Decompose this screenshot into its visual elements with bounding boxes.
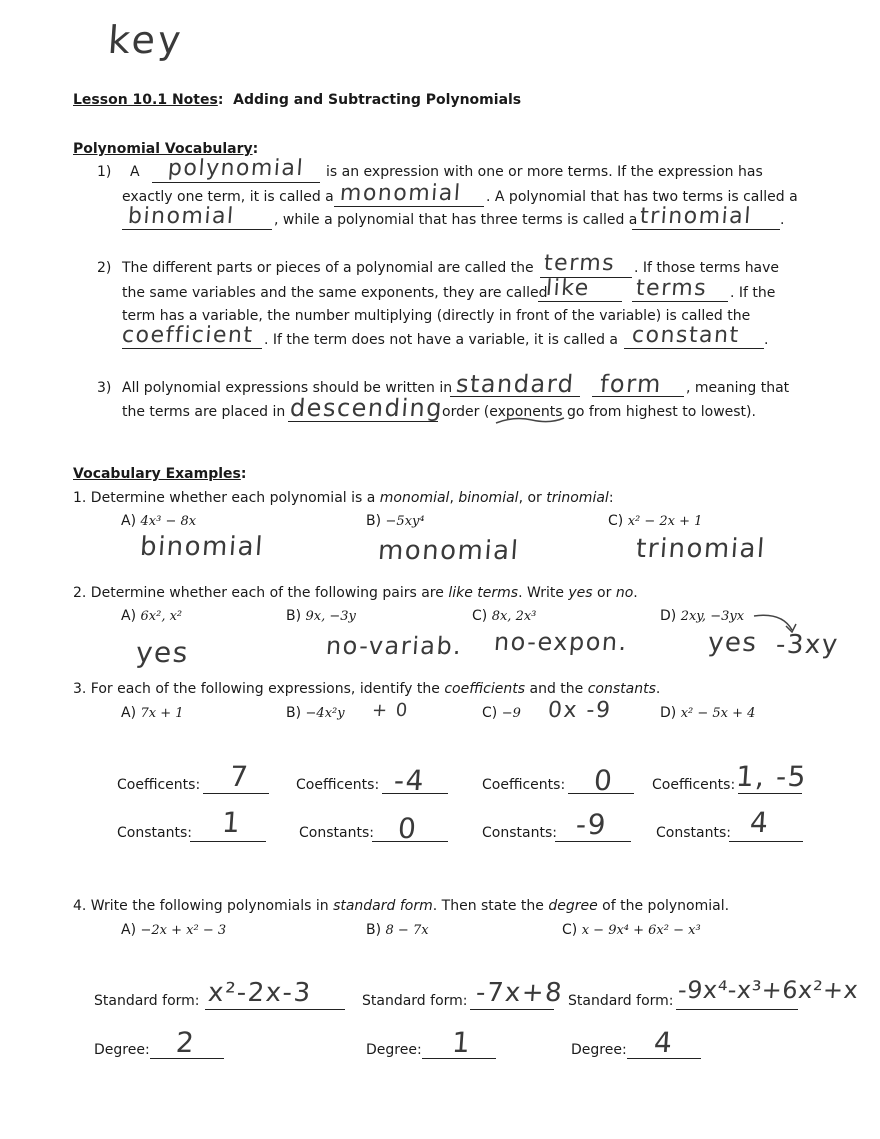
ex3-coef-blank-d <box>738 793 802 794</box>
q3-answer-descending: descending <box>289 394 445 422</box>
ex1-item-a: A) 4x³ − 8x <box>121 513 197 529</box>
ex4-sf-answer-c: -9x⁴-x³+6x²+x <box>677 976 860 1004</box>
q2-text-4a: . If the term does not have a variable, it is called a <box>264 332 618 348</box>
ex2-arrow <box>752 610 800 636</box>
q1-answer-trinomial: trinomial <box>639 204 753 229</box>
ex3-extra-b: + 0 <box>371 700 410 721</box>
q2-number: 2) <box>97 260 112 276</box>
ex4-sf-blank-b <box>470 1009 554 1010</box>
ex1-item-c: C) x² − 2x + 1 <box>608 513 703 529</box>
q2-blank-4 <box>122 348 262 349</box>
ex4-sf-label-a: Standard form: <box>94 993 200 1009</box>
q2-text-2a: the same variables and the same exponents, they are called <box>122 285 548 301</box>
q2-answer-terms-2: terms <box>635 276 709 301</box>
ex4-item-a: A) −2x + x² − 3 <box>121 922 227 938</box>
q3-text-2a: the terms are placed in <box>122 404 286 420</box>
examples-heading: Vocabulary Examples: <box>73 466 247 482</box>
ex3-const-label-c: Constants: <box>482 825 557 841</box>
ex4-prompt: 4. Write the following polynomials in standard form. Then state the degree of the polynomial. <box>73 898 730 914</box>
ex2-item-a: A) 6x², x² <box>121 608 183 624</box>
ex3-const-label-a: Constants: <box>117 825 192 841</box>
ex2-item-b: B) 9x, −3y <box>286 608 356 624</box>
ex3-item-c: C) −9 <box>482 705 521 721</box>
q2-text-2b: . If the <box>730 285 776 301</box>
q3-answer-standard: standard <box>455 370 576 398</box>
ex4-deg-label-b: Degree: <box>366 1042 422 1058</box>
q2-answer-like: like <box>545 276 591 301</box>
lesson-subtitle: Adding and Subtracting Polynomials <box>233 92 522 108</box>
handwritten-key: key <box>106 18 186 62</box>
q2-text-3: term has a variable, the number multiplying (directly in front of the variable) is called the <box>122 308 751 324</box>
ex4-sf-label-c: Standard form: <box>568 993 674 1009</box>
q1-text-2a: exactly one term, it is called a <box>122 189 334 205</box>
q2-blank-2 <box>538 301 622 302</box>
q3-answer-form: form <box>599 370 663 398</box>
q2-answer-constant: constant <box>631 323 741 348</box>
ex3-extra-c: 0x -9 <box>547 698 613 723</box>
q2-text-4b: . <box>764 332 769 348</box>
ex4-item-c: C) x − 9x⁴ + 6x² − x³ <box>562 922 701 938</box>
lesson-title: Lesson 10.1 Notes <box>73 92 218 108</box>
ex3-item-b: B) −4x²y <box>286 705 345 721</box>
ex1-answer-b: monomial <box>376 536 521 566</box>
q2-blank-3 <box>632 301 728 302</box>
examples-heading-text: Vocabulary Examples <box>73 466 241 482</box>
q3-number: 3) <box>97 380 112 396</box>
q1-text-3a: , while a polynomial that has three terms is called a <box>274 212 638 228</box>
vocab-heading: Polynomial Vocabulary: <box>73 141 259 157</box>
ex4-deg-label-a: Degree: <box>94 1042 150 1058</box>
ex4-sf-answer-b: -7x+8 <box>474 978 565 1008</box>
q1-answer-binomial: binomial <box>127 204 236 229</box>
ex4-deg-answer-a: 2 <box>174 1026 197 1059</box>
q1-blank-1 <box>152 182 320 183</box>
ex2-item-c: C) 8x, 2x³ <box>472 608 537 624</box>
ex4-sf-label-b: Standard form: <box>362 993 468 1009</box>
q2-answer-coefficient: coefficient <box>121 323 255 348</box>
vocab-heading-text: Polynomial Vocabulary <box>73 141 253 157</box>
q1-blank-3 <box>122 229 272 230</box>
q1-blank-4 <box>632 229 780 230</box>
q2-answer-terms: terms <box>543 251 617 276</box>
ex3-coef-label-d: Coefficents: <box>652 777 736 793</box>
q3-text-1b: , meaning that <box>686 380 790 396</box>
ex1-answer-a: binomial <box>138 532 265 562</box>
ex4-sf-answer-a: x²-2x-3 <box>206 978 313 1008</box>
ex4-item-b: B) 8 − 7x <box>366 922 429 938</box>
ex2-note-d: -3xy <box>774 630 840 660</box>
ex4-sf-blank-c <box>676 1009 798 1010</box>
ex3-item-a: A) 7x + 1 <box>121 705 184 721</box>
ex3-coef-answer-c: 0 <box>592 764 615 797</box>
ex3-const-answer-d: 4 <box>748 806 771 839</box>
ex4-deg-answer-b: 1 <box>450 1026 473 1059</box>
ex4-deg-label-c: Degree: <box>571 1042 627 1058</box>
ex1-item-b: B) −5xy⁴ <box>366 513 425 529</box>
ex3-const-label-d: Constants: <box>656 825 731 841</box>
ex3-prompt: 3. For each of the following expressions, identify the coefficients and the constants. <box>73 681 661 697</box>
ex2-answer-a: yes <box>134 636 191 669</box>
q1-text-1a: A <box>130 164 140 180</box>
q2-text-1a: The different parts or pieces of a polynomial are called the <box>122 260 534 276</box>
ex3-const-blank-d <box>729 841 803 842</box>
lesson-header: Lesson 10.1 Notes: Adding and Subtracting Polynomials <box>73 92 522 108</box>
ex3-coef-answer-d: 1, -5 <box>734 760 809 793</box>
q1-blank-2 <box>334 206 484 207</box>
ex2-answer-c: no-expon. <box>493 628 629 656</box>
ex4-deg-answer-c: 4 <box>652 1026 675 1059</box>
ex3-coef-blank-a <box>203 793 269 794</box>
q2-blank-5 <box>624 348 764 349</box>
q1-text-2b: . A polynomial that has two terms is called a <box>486 189 798 205</box>
q1-text-1b: is an expression with one or more terms. If the expression has <box>326 164 763 180</box>
ex2-item-d: D) 2xy, −3yx <box>660 608 745 624</box>
ex3-const-answer-c: -9 <box>574 808 609 841</box>
ex3-const-label-b: Constants: <box>299 825 374 841</box>
ex3-coef-answer-a: 7 <box>228 760 251 793</box>
ex2-prompt: 2. Determine whether each of the following pairs are like terms. Write yes or no. <box>73 585 638 601</box>
ex4-sf-blank-a <box>205 1009 345 1010</box>
ex3-const-answer-a: 1 <box>220 806 243 839</box>
q3-text-1a: All polynomial expressions should be written in <box>122 380 453 396</box>
ex3-coef-label-c: Coefficents: <box>482 777 566 793</box>
ex2-answer-d: yes <box>706 628 759 658</box>
ex3-coef-label-b: Coefficents: <box>296 777 380 793</box>
q2-text-1b: . If those terms have <box>634 260 780 276</box>
q1-answer-monomial: monomial <box>339 181 463 206</box>
q1-text-3b: . <box>780 212 785 228</box>
ex3-const-answer-b: 0 <box>396 812 419 845</box>
ex3-item-d: D) x² − 5x + 4 <box>660 705 756 721</box>
ex3-coef-answer-b: -4 <box>392 764 427 797</box>
q1-answer-polynomial: polynomial <box>167 156 305 181</box>
ex1-prompt: 1. Determine whether each polynomial is a monomial, binomial, or trinomial: <box>73 490 614 506</box>
exponents-underline-squiggle <box>494 414 566 428</box>
ex2-answer-b: no-variab. <box>325 632 464 660</box>
ex3-const-blank-a <box>190 841 266 842</box>
ex1-answer-c: trinomial <box>634 534 767 564</box>
q3-text-2b: order (exponents go from highest to lowest). <box>442 404 756 420</box>
ex3-coef-label-a: Coefficents: <box>117 777 201 793</box>
q1-number: 1) <box>97 164 112 180</box>
ex3-const-blank-c <box>555 841 631 842</box>
